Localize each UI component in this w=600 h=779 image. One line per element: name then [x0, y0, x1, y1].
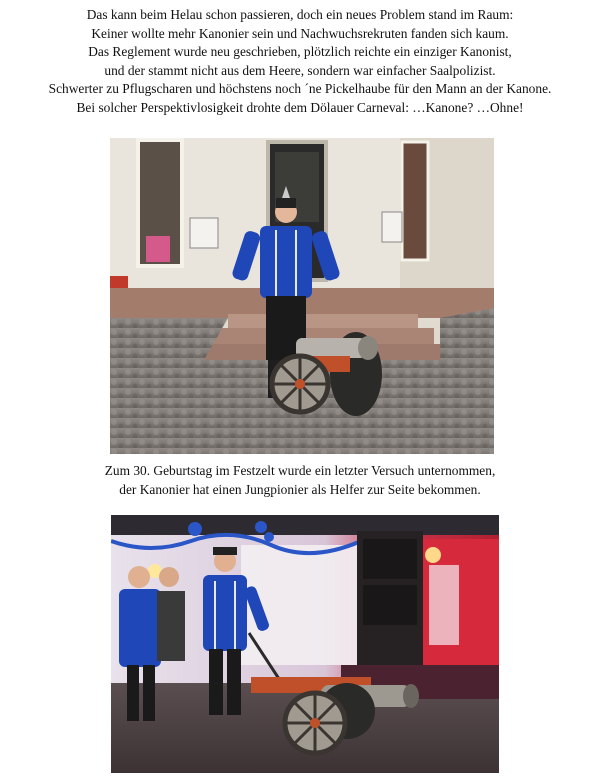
caption-paragraph — [0, 462, 600, 499]
intro-line: Das kann beim Helau schon passieren, doch ein neues Problem stand im Raum: — [86, 7, 514, 22]
photo-cannoneer-street — [110, 138, 494, 454]
photo-cannoneer-street-art — [110, 138, 494, 454]
photo-cannoneers-tent — [111, 515, 499, 773]
intro-line: Das Reglement wurde neu geschrieben, plötzlich reichte ein einziger Kanonist, — [88, 44, 512, 60]
caption-line: der Kanonier hat einen Jungpionier als Helfer zur Seite bekommen. — [119, 481, 481, 497]
intro-line: Keiner wollte mehr Kanonier sein und Nachwuchsrekruten fanden sich kaum. — [91, 25, 509, 41]
intro-line: Schwerter zu Pflugscharen und höchstens noch ´ne Pickelhaube für den Mann an der Kanone. — [48, 81, 552, 97]
photo-cannoneers-tent-art — [111, 515, 499, 773]
intro-line: und der stammt nicht aus dem Heere, sondern war einfacher Saalpolizist. — [104, 62, 496, 78]
intro-paragraph — [0, 6, 600, 118]
caption-line: Zum 30. Geburtstag im Festzelt wurde ein letzter Versuch unternommen, — [104, 463, 496, 478]
intro-line: Bei solcher Perspektivlosigkeit drohte dem Dölauer Carneval: …Kanone? …Ohne! — [76, 99, 524, 115]
